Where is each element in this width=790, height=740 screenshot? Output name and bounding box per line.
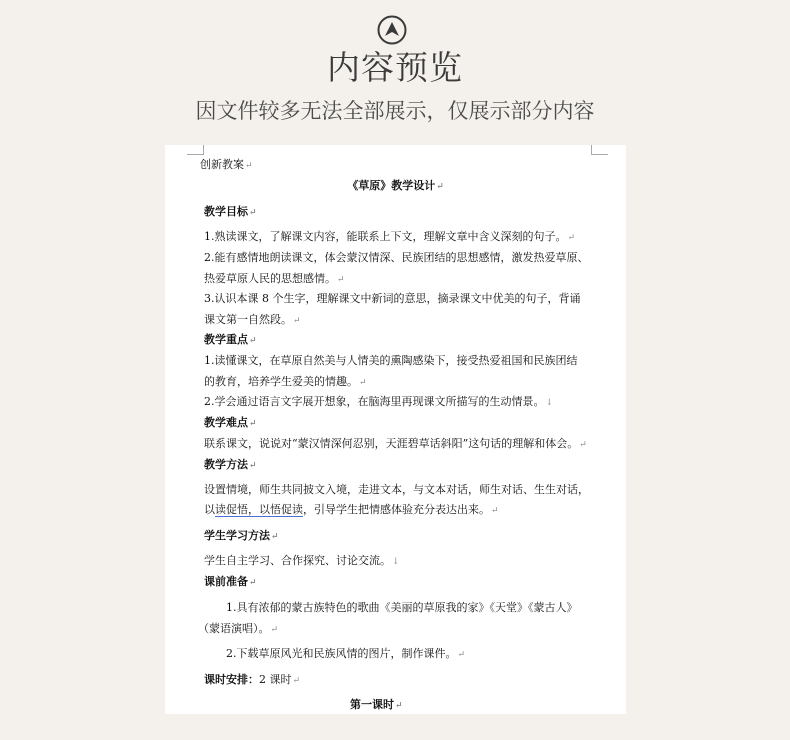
doc-line: 2.能有感情地朗读课文，体会蒙汉情深、民族团结的思想感情，激发热爱草原、 <box>204 251 589 264</box>
paragraph-mark: ↵ <box>491 506 499 516</box>
doc-line: 3.认识本课 8 个生字，理解课文中新词的意思，摘录课文中优美的句子，背诵 <box>204 292 581 305</box>
paragraph-mark: ↵ <box>292 676 301 686</box>
paragraph-mark: ↵ <box>436 182 444 192</box>
doc-line: 课文第一自然段。↵ <box>204 313 301 326</box>
line-break-mark: ↓ <box>545 398 554 408</box>
doc-heading: 教学重点↵ <box>204 333 257 346</box>
doc-line: 2.下载草原风光和民族风情的图片，制作课件。↵ <box>226 647 466 660</box>
doc-line: 2.学会通过语言文字展开想象，在脑海里再现课文所描写的生动情景。↓ <box>204 395 554 408</box>
paragraph-mark: ↵ <box>245 161 253 171</box>
doc-line: 以读促悟，以悟促读，引导学生把情感体验充分表达出来。↵ <box>204 503 499 516</box>
page-corner-mark <box>187 145 204 155</box>
doc-heading: 教学目标↵ <box>204 205 257 218</box>
doc-line: 的教育，培养学生爱美的情趣。↵ <box>204 375 367 388</box>
page-corner-mark <box>591 145 608 155</box>
paragraph-mark: ↵ <box>579 440 587 450</box>
spellcheck-underline: 读促悟，以悟促读 <box>215 503 303 516</box>
doc-line: 联系课文，说说对“蒙汉情深何忍别，天涯碧草话斜阳”这句话的理解和体会。↵ <box>204 437 587 450</box>
up-arrow-circle-icon[interactable] <box>377 15 407 45</box>
paragraph-mark: ↵ <box>293 316 301 326</box>
doc-line: 学生自主学习、合作探究、讨论交流。↓ <box>204 554 400 567</box>
preview-header <box>0 0 790 140</box>
doc-heading: 第一课时↵ <box>350 698 403 711</box>
doc-line: 1.读懂课文，在草原自然美与人情美的熏陶感染下，接受热爱祖国和民族团结 <box>204 354 578 367</box>
paragraph-mark: ↵ <box>359 378 367 388</box>
preview-title: 内容预览 <box>327 48 463 87</box>
preview-subtitle: 因文件较多无法全部展示，仅展示部分内容 <box>195 99 595 123</box>
doc-line: 创新教案↵ <box>200 158 253 171</box>
paragraph-mark: ↵ <box>249 578 257 588</box>
doc-line: 热爱草原人民的思想感情。↵ <box>204 272 345 285</box>
paragraph-mark: ↵ <box>249 336 257 346</box>
paragraph-mark: ↵ <box>270 625 279 635</box>
doc-heading: 教学方法↵ <box>204 458 257 471</box>
doc-heading: 教学难点↵ <box>204 416 257 429</box>
doc-heading: 课前准备↵ <box>204 575 257 588</box>
doc-heading: 学生学习方法↵ <box>204 529 279 542</box>
paragraph-mark: ↵ <box>337 275 345 285</box>
paragraph-mark: ↵ <box>457 650 466 660</box>
doc-line: 设置情境，师生共同披文入境，走进文本，与文本对话，师生对话、生生对话， <box>204 483 589 496</box>
doc-line: 1.具有浓郁的蒙古族特色的歌曲《美丽的草原我的家》《天堂》《蒙古人》 <box>226 601 578 614</box>
paragraph-mark: ↵ <box>249 461 257 471</box>
paragraph-mark: ↵ <box>249 419 257 429</box>
paragraph-mark: ↵ <box>567 233 576 243</box>
line-break-mark: ↓ <box>392 557 400 567</box>
doc-line: 课时安排：2 课时↵ <box>204 673 301 686</box>
doc-line: 1.熟读课文，了解课文内容，能联系上下文，理解文章中含义深刻的句子。↵ <box>204 230 576 243</box>
doc-title: 《草原》教学设计↵ <box>347 179 444 192</box>
doc-line: （蒙语演唱）。↵ <box>198 622 279 635</box>
document-page <box>165 145 626 714</box>
paragraph-mark: ↵ <box>395 701 403 711</box>
paragraph-mark: ↵ <box>249 208 257 218</box>
paragraph-mark: ↵ <box>271 532 279 542</box>
